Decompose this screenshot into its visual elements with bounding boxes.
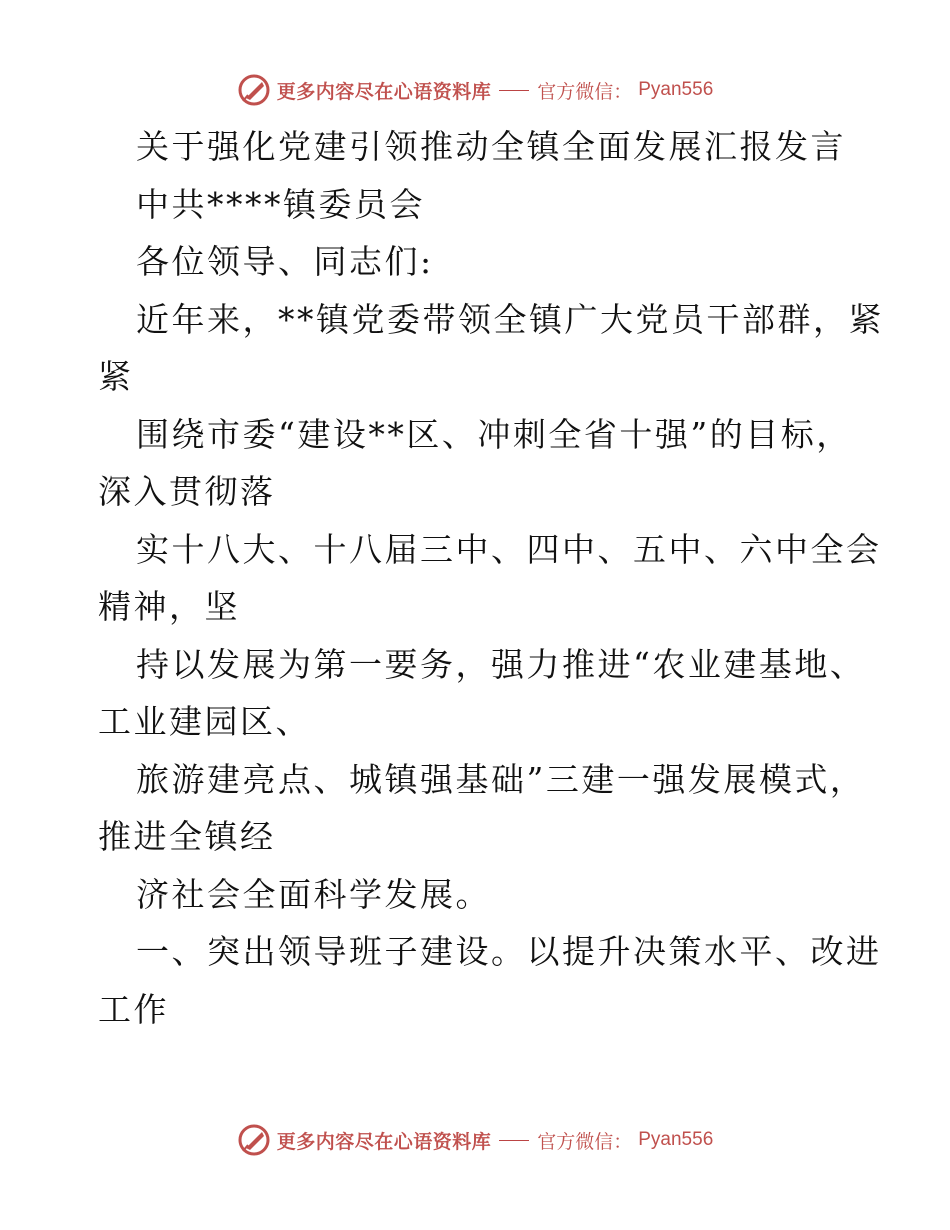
body-line: 深入贯彻落 (98, 472, 276, 511)
body-line: 近年来，**镇党委带领全镇广大党员干部群，紧 (136, 299, 884, 339)
document-body (98, 118, 884, 1038)
quill-logo-icon (237, 73, 271, 107)
body-line: 精神，坚 (98, 587, 240, 626)
header-watermark (0, 70, 950, 110)
footer-watermark (0, 1120, 950, 1160)
body-line: 紧 (98, 357, 134, 396)
body-line: 推进全镇经 (98, 817, 276, 856)
body-line: 围绕市委“建设**区、冲刺全省十强”的目标， (136, 414, 852, 454)
watermark-text: 更多内容尽在心语资料库 (276, 1130, 492, 1153)
body-line: 旅游建亮点、城镇强基础”三建一强发展模式， (136, 759, 866, 799)
watermark-brand: 官方微信： (537, 80, 633, 103)
body-line: 持以发展为第一要务，强力推进“农业建基地、 (136, 644, 866, 684)
watermark-id: Pyan556 (638, 79, 714, 100)
section-heading-line: 一、突出领导班子建设。以提升决策水平、改进 (136, 932, 882, 971)
watermark-id: Pyan556 (638, 1129, 714, 1150)
quill-logo-icon (237, 1123, 271, 1157)
watermark-dash (499, 1140, 529, 1141)
body-line: 工业建园区、 (98, 702, 311, 741)
watermark-brand: 官方微信： (537, 1130, 633, 1153)
watermark-dash (499, 90, 529, 91)
body-line: 济社会全面科学发展。 (136, 874, 491, 914)
watermark-text: 更多内容尽在心语资料库 (276, 80, 492, 103)
document-title: 关于强化党建引领推动全镇全面发展汇报发言 (136, 127, 846, 166)
document-author: 中共****镇委员会 (136, 184, 425, 224)
body-line: 工作 (98, 989, 169, 1029)
document-salutation: 各位领导、同志们: (136, 242, 434, 281)
body-line: 实十八大、十八届三中、四中、五中、六中全会 (136, 529, 882, 569)
